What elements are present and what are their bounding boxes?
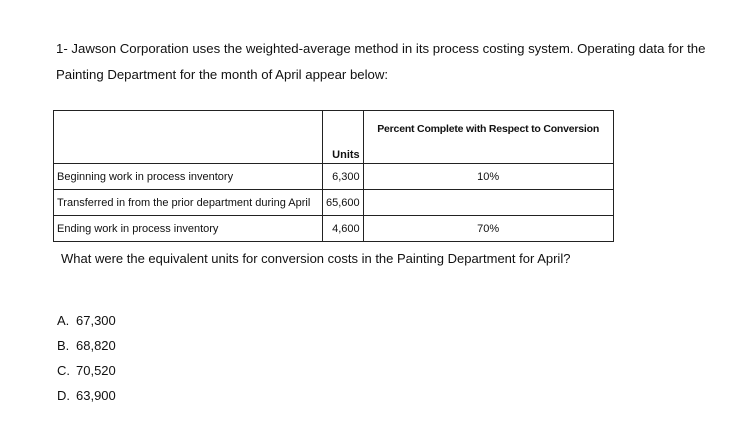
option-c[interactable] [57,360,116,385]
header-percent-complete: Percent Complete with Respect to Conversion [363,111,613,164]
option-letter: D. [57,388,70,403]
table-row [54,164,614,190]
option-letter: A. [57,313,70,328]
row-percent: 10% [363,164,613,190]
row-units: 65,600 [323,190,364,216]
option-value: 67,300 [76,313,116,328]
table-row [54,190,614,216]
row-percent [363,190,613,216]
option-value: 63,900 [76,388,116,403]
row-label: Beginning work in process inventory [54,164,323,190]
option-value: 70,520 [76,363,116,378]
table-header-row [54,111,614,164]
row-units: 4,600 [323,216,364,242]
header-units: Units [323,111,364,164]
option-d[interactable] [57,385,116,410]
row-label: Transferred in from the prior department during April [54,190,323,216]
question-intro: 1- Jawson Corporation uses the weighted-average method in its process costing system. Operating data for the Painting Department for the month of April appear below: [56,41,706,82]
answer-options [57,310,116,410]
option-value: 68,820 [76,338,116,353]
row-label: Ending work in process inventory [54,216,323,242]
option-a[interactable] [57,310,116,335]
operating-data-table [53,110,614,242]
option-b[interactable] [57,335,116,360]
row-percent: 70% [363,216,613,242]
row-units: 6,300 [323,164,364,190]
option-letter: B. [57,338,70,353]
question-text: What were the equivalent units for conversion costs in the Painting Department for April? [61,251,571,266]
option-letter: C. [57,363,70,378]
table-row [54,216,614,242]
header-item [54,111,323,164]
